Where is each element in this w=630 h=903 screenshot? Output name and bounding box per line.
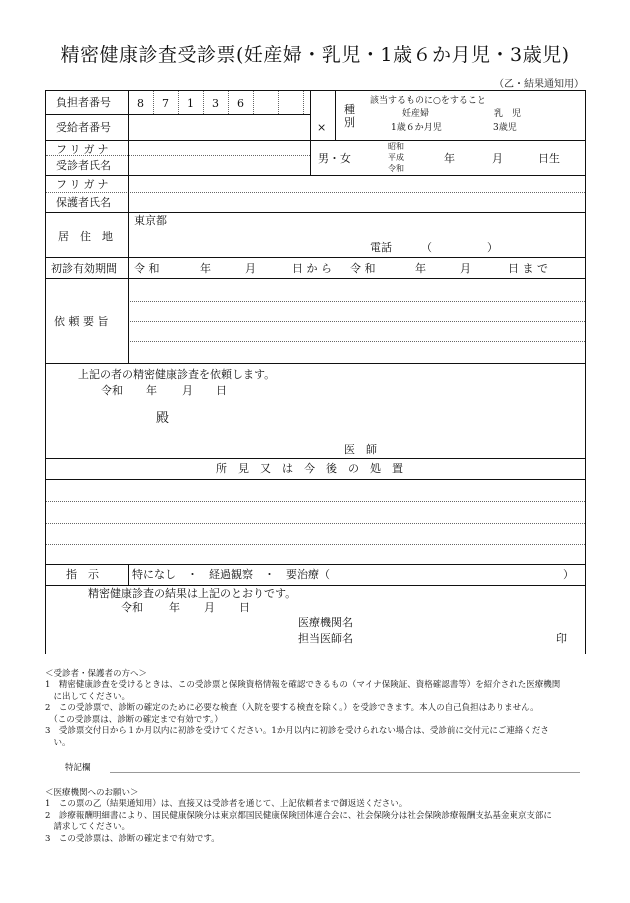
furigana-label-2: フリガナ bbox=[56, 178, 112, 191]
category-option[interactable]: 3歳児 bbox=[493, 123, 517, 133]
instruction-close-paren: ） bbox=[563, 568, 574, 581]
birth-year-unit: 年 bbox=[444, 152, 455, 165]
burden-no-label: 負担者番号 bbox=[56, 96, 111, 109]
birth-day-unit: 日生 bbox=[538, 152, 560, 165]
validity-label: 初診有効期間 bbox=[51, 262, 117, 275]
notes-heading: ＜受診者・保護者の方へ＞ bbox=[45, 669, 148, 679]
remarks-label: 特記欄 bbox=[65, 763, 91, 773]
category-instruction: 該当するものに○をすること bbox=[370, 96, 486, 106]
addressee: 殿 bbox=[156, 411, 170, 426]
era-option[interactable]: 昭和 bbox=[388, 142, 404, 151]
note-line: に出してください。 bbox=[45, 691, 131, 702]
note-line: 3 この受診票は、診断の確定まで有効です。 bbox=[45, 833, 220, 844]
validity-part: 年 bbox=[415, 262, 426, 275]
validity-part: 令 和 bbox=[134, 262, 160, 275]
era-option[interactable]: 平成 bbox=[388, 153, 404, 162]
seal-mark: 印 bbox=[556, 632, 567, 645]
furigana-label: フリガナ bbox=[56, 143, 112, 156]
era-option[interactable]: 令和 bbox=[388, 164, 404, 173]
address-label: 居 住 地 bbox=[58, 230, 113, 243]
doctor-label: 医 師 bbox=[344, 443, 377, 456]
request-date-part: 年 bbox=[146, 384, 157, 397]
phone-label: 電話 bbox=[370, 241, 392, 254]
remarks-line[interactable] bbox=[110, 772, 580, 773]
birth-month-unit: 月 bbox=[492, 152, 503, 165]
instruction-options[interactable]: 特になし ・ 経過観察 ・ 要治療（ bbox=[132, 568, 330, 581]
form-table bbox=[45, 90, 586, 654]
instruction-label: 指 示 bbox=[66, 568, 99, 581]
validity-part: 年 bbox=[200, 262, 211, 275]
notes-patient bbox=[45, 669, 560, 749]
request-date-part: 日 bbox=[216, 384, 227, 397]
note-line: （この受診票は、診断の確定まで有効です。） bbox=[45, 714, 223, 725]
findings-header: 所 見 又 は 今 後 の 処 置 bbox=[216, 462, 403, 475]
institution-label: 医療機関名 bbox=[298, 616, 353, 629]
guardian-label: 保護者氏名 bbox=[56, 196, 111, 209]
recipient-no-label: 受給者番号 bbox=[56, 121, 111, 134]
notes-heading: ＜医療機関へのお願い＞ bbox=[45, 788, 139, 798]
validity-part: 月 bbox=[460, 262, 471, 275]
burden-digit: 1 bbox=[187, 97, 194, 110]
request-label: 依 頼 要 旨 bbox=[54, 315, 109, 328]
form-subtitle: （乙・結果通知用） bbox=[494, 79, 584, 90]
burden-digit: 3 bbox=[212, 97, 219, 110]
result-date-part: 年 bbox=[169, 601, 180, 614]
result-statement: 精密健康診査の結果は上記のとおりです。 bbox=[88, 587, 297, 600]
note-line: い。 bbox=[45, 737, 71, 748]
validity-part: 月 bbox=[245, 262, 256, 275]
physician-label: 担当医師名 bbox=[298, 632, 353, 645]
request-date-part: 月 bbox=[182, 384, 193, 397]
note-line: 1 この票の乙（結果通知用）は、直接又は受診者を通じて、上記依頼者まで御返送ください。 bbox=[45, 799, 408, 810]
category-option[interactable]: 1歳６か月児 bbox=[391, 123, 442, 133]
request-statement: 上記の者の精密健康診査を依頼します。 bbox=[78, 368, 276, 381]
result-date-part: 日 bbox=[239, 601, 250, 614]
validity-part: 日 か ら bbox=[292, 262, 332, 275]
burden-digit: 6 bbox=[237, 97, 244, 110]
result-date-part: 月 bbox=[204, 601, 215, 614]
sex-label[interactable]: 男・女 bbox=[318, 152, 351, 165]
category-option[interactable]: 乳 児 bbox=[494, 109, 522, 119]
category-option[interactable]: 妊産婦 bbox=[402, 109, 430, 119]
patient-name-label: 受診者氏名 bbox=[56, 159, 111, 172]
burden-digit: 8 bbox=[137, 97, 144, 110]
burden-digit: 7 bbox=[162, 97, 169, 110]
result-date-part: 令和 bbox=[121, 601, 143, 614]
note-line: 3 受診票交付日から１か月以内に初診を受けてください。1か月以内に初診を受けられない場合は、受診前に交付元にご連絡くださ bbox=[45, 726, 549, 737]
request-date-part: 令和 bbox=[101, 384, 123, 397]
phone-paren: （ ） bbox=[421, 241, 498, 254]
note-line: 請求してください。 bbox=[45, 822, 131, 833]
category-label: 種別 bbox=[344, 103, 355, 129]
form-title: 精密健康診査受診票(妊産婦・乳児・1歳６か月児・3歳児) bbox=[60, 44, 570, 66]
note-line: 2 この受診票で、診断の確定のために必要な検査（入院を要する検査を除く。）を受診できます。本人の自己負担はありません。 bbox=[45, 703, 539, 714]
x-mark: × bbox=[317, 121, 327, 134]
note-line: 2 診療報酬明細書により、国民健康保険分は東京都国民健康保険団体連合会に、社会保険分は社会保険診療報酬支払基金東京支部に bbox=[45, 810, 552, 821]
validity-part: 令 和 bbox=[350, 262, 376, 275]
address-value: 東京都 bbox=[134, 214, 167, 227]
notes-clinic bbox=[45, 788, 552, 845]
note-line: 1 精密健康診査を受けるときは、この受診票と保険資格情報を確認できるもの（マイナ保険証、資格確認書等）を紹介された医療機関 bbox=[45, 680, 561, 691]
validity-part: 日 ま で bbox=[508, 262, 548, 275]
